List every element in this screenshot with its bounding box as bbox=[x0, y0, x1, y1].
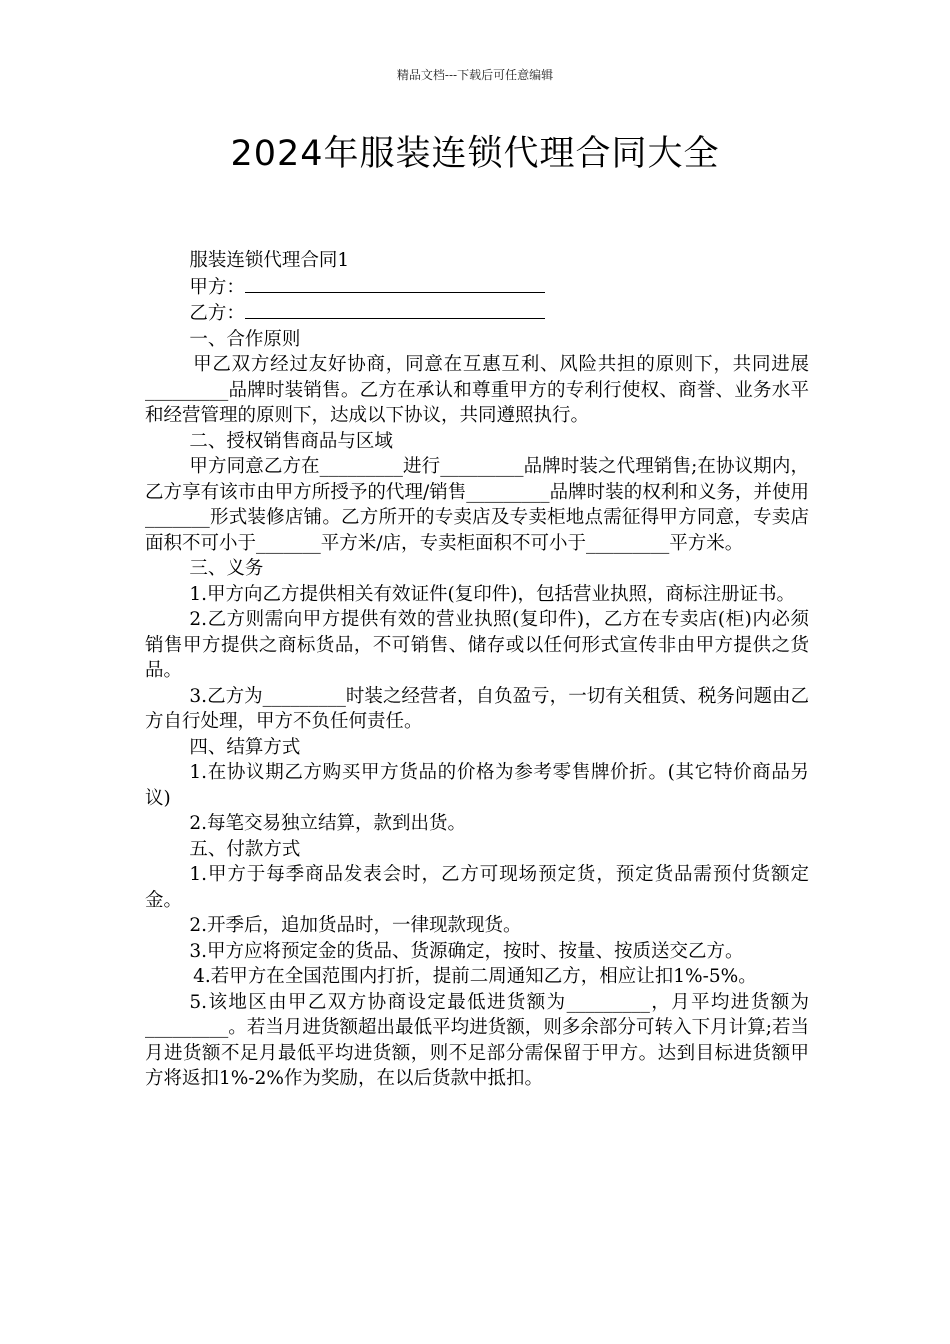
contract-paragraph: 二、授权销售商品与区域 bbox=[189, 430, 393, 452]
contract-paragraph: 4.若甲方在全国范围内打折，提前二周通知乙方，相应让扣1%-5%。 bbox=[193, 966, 757, 987]
contract-paragraph: 2.乙方则需向甲方提供有效的营业执照(复印件)，乙方在专卖店(柜)内必须销售甲方提供之商标货品，不可销售、储存或以任何形式宣传非由甲方提供之货品。 bbox=[145, 609, 809, 681]
contract-paragraph: 四、结算方式 bbox=[189, 736, 301, 758]
contract-paragraphs bbox=[145, 327, 809, 1092]
contract-paragraph: 1.在协议期乙方购买甲方货品的价格为参考零售牌价折。(其它特价商品另议) bbox=[145, 762, 809, 809]
document-body bbox=[145, 248, 809, 1092]
document-title: 2024年服装连锁代理合同大全 bbox=[230, 134, 720, 174]
contract-paragraph: 甲乙双方经过友好协商，同意在互惠互利、风险共担的原则下，共同进展_________品牌时装销售。乙方在承认和尊重甲方的专利行使权、商誉、业务水平和经营管理的原则下，达成以下协议，共同遵照执行。 bbox=[145, 354, 809, 426]
contract-paragraph: 五、付款方式 bbox=[189, 838, 301, 860]
party-b-label: 乙方： bbox=[189, 303, 245, 324]
contract-subtitle: 服装连锁代理合同1 bbox=[189, 250, 350, 271]
contract-paragraph: 1.甲方于每季商品发表会时，乙方可现场预定货，预定货品需预付货额定金。 bbox=[145, 864, 809, 911]
contract-paragraph: 一、合作原则 bbox=[189, 328, 301, 350]
contract-paragraph: 2.开季后，追加货品时，一律现款现货。 bbox=[189, 915, 522, 936]
contract-paragraph: 2.每笔交易独立结算，款到出货。 bbox=[189, 813, 467, 834]
party-b-blank bbox=[245, 300, 545, 319]
party-b-line bbox=[145, 300, 809, 327]
party-a-blank bbox=[245, 274, 545, 293]
contract-paragraph: 甲方同意乙方在_________进行_________品牌时装之代理销售;在协议期内，乙方享有该市由甲方所授予的代理/销售_________品牌时装的权利和义务，并使用_______形式装修店铺。乙方所开的专卖店及专卖柜地点需征得甲方同意，专卖店面积不可小于_______平方米/店，专卖柜面积不可小于_________平方米。 bbox=[145, 456, 809, 554]
contract-paragraph: 1.甲方向乙方提供相关有效证件(复印件)，包括营业执照，商标注册证书。 bbox=[189, 583, 795, 605]
party-a-label: 甲方： bbox=[189, 276, 245, 298]
contract-paragraph: 三、义务 bbox=[189, 558, 264, 579]
contract-paragraph: 5.该地区由甲乙双方协商设定最低进货额为_________，月平均进货额为_________。若当月进货额超出最低平均进货额，则多余部分可转入下月计算;若当月进货额不足月最低平均进货额，则不足部分需保留于甲方。达到目标进货额甲方将返扣1%-2%作为奖励，在以后货款中抵扣。 bbox=[145, 991, 809, 1089]
contract-paragraph: 3.甲方应将预定金的货品、货源确定，按时、按量、按质送交乙方。 bbox=[189, 940, 744, 962]
header-note: 精品文档---下载后可任意编辑 bbox=[396, 68, 554, 82]
contract-paragraph: 3.乙方为_________时装之经营者，自负盈亏，一切有关租赁、税务问题由乙方自行处理，甲方不负任何责任。 bbox=[145, 685, 809, 732]
party-a-line bbox=[145, 274, 809, 301]
